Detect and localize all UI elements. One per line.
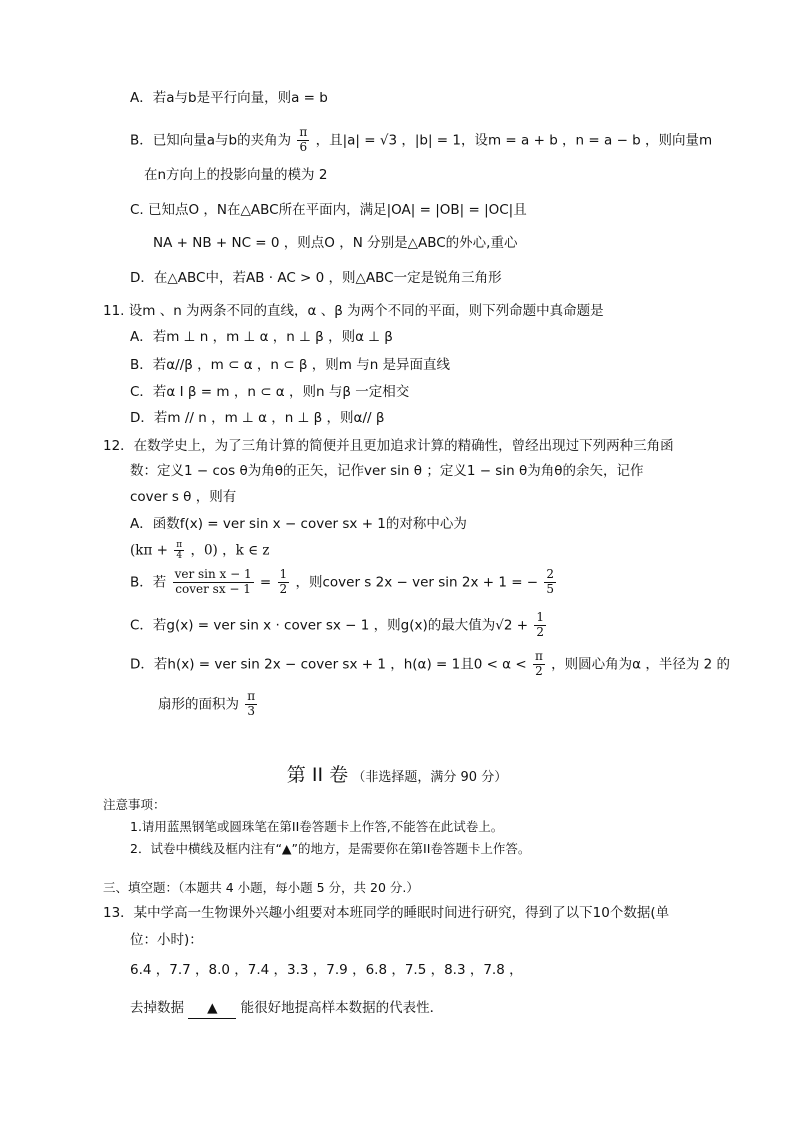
q12-stem-line-1: 12．在数学史上，为了三角计算的简便并且更加追求计算的精确性，曾经出现过下列两种三角函 <box>103 438 674 454</box>
q12-option-c-fraction <box>534 611 546 640</box>
q12-option-d <box>130 650 730 679</box>
fraction-denominator: 2 <box>535 663 543 678</box>
fraction-denominator: 4 <box>176 551 183 562</box>
q12-option-d-text-1: D．若h(x) = ver sin 2x − cover sx + 1 ，h(α) = 1且0 < α < <box>130 656 527 673</box>
q13-text-2: 能很好地提高样本数据的代表性． <box>240 1000 444 1016</box>
q11-option-b: B．若α//β ，m ⊂ α ，n ⊂ β ，则m 与n 是异面直线 <box>130 357 451 373</box>
fraction-numerator: π <box>534 649 543 663</box>
q12-option-c <box>130 611 548 640</box>
q10-option-c: C. 已知点O ，N在△ABC所在平面内，满足|OA| = |OB| = |OC|且 <box>130 202 527 218</box>
q11-option-c: C．若α I β = m ，n ⊂ α ，则n 与β 一定相交 <box>130 384 410 400</box>
q10-option-c-line-2: NA + NB + NC = 0 ，则点O ，N 分别是△ABC的外心,重心 <box>153 235 518 251</box>
q11-option-d: D．若m // n ，m ⊥ α ，n ⊥ β ，则α// β <box>130 410 385 426</box>
q12-option-d-fraction <box>533 650 545 679</box>
q12-option-a-text-2: ，0) ，k ∈ z <box>190 542 270 559</box>
q12-option-a: A．函数f(x) = ver sin x − cover sx + 1的对称中心为 <box>130 516 467 532</box>
q12-option-d-text-3: 扇形的面积为 <box>158 696 239 713</box>
q13-text-1: 去掉数据 <box>130 1000 184 1016</box>
fraction-numerator: 2 <box>546 567 555 581</box>
q12-option-b <box>130 568 558 597</box>
fraction-numerator: π <box>176 540 183 550</box>
q10-option-b <box>130 126 712 155</box>
fraction-numerator: π <box>247 689 256 703</box>
q10-option-d: D．在△ABC中，若AB · AC > 0 ，则△ABC一定是锐角三角形 <box>130 270 502 286</box>
fraction-denominator: 5 <box>546 581 555 596</box>
q13-stem-line-1: 13．某中学高一生物课外兴趣小组要对本班同学的睡眠时间进行研究，得到了以下10个数据(单 <box>103 905 670 921</box>
q12-option-c-text: C．若g(x) = ver sin x · cover sx − 1 ，则g(x)的最大值为√2 + <box>130 617 529 634</box>
q12-option-b-fraction-2 <box>278 568 290 597</box>
q10-option-b-line-2: 在n方向上的投影向量的模为 2 <box>144 167 328 183</box>
q10-option-b-fraction <box>297 126 309 155</box>
answer-blank: ▲ <box>188 1000 236 1019</box>
q13-data-values: 6.4 ，7.7 ，8.0 ，7.4 ，3.3 ，7.9 ，6.8 ，7.5 ，8.3 ，7.8 ， <box>130 962 523 978</box>
q12-stem-line-3: cover s θ ，则有 <box>130 489 237 505</box>
q13-stem-line-2: 位：小时)： <box>130 932 203 948</box>
fraction-numerator: π <box>299 125 308 139</box>
q12-option-b-text: ，则cover s 2x − ver sin 2x + 1 = − <box>295 574 539 591</box>
notice-item-2: 2．试卷中横线及框内注有“▲”的地方，是需要你在第II卷答题卡上作答。 <box>130 841 531 856</box>
q10-option-b-text-2: ，且|a| = √3 ，|b| = 1，设m = a + b ，n = a − b ，则向量m <box>315 132 713 149</box>
fraction-numerator: 1 <box>279 567 288 581</box>
notice-item-1: 1.请用蓝黑钢笔或圆珠笔在第II卷答题卡上作答,不能答在此试卷上。 <box>130 819 504 834</box>
part-two-title: 第 II 卷 <box>286 764 349 786</box>
q12-option-b-fraction-3 <box>544 568 556 597</box>
q12-stem-line-2: 数：定义1 − cos θ为角θ的正矢，记作ver sin θ ；定义1 − sin θ为角θ的余矢，记作 <box>130 463 644 479</box>
q12-option-a-text-1: (kπ + <box>130 542 168 559</box>
part-two-subtitle: （非选择题，满分 90 分） <box>352 770 508 785</box>
fraction-denominator: 2 <box>279 581 288 596</box>
section-three-heading: 三、填空题：（本题共 4 小题，每小题 5 分，共 20 分.） <box>103 880 419 895</box>
q12-option-b-equals: = <box>259 574 272 591</box>
notice-title: 注意事项： <box>103 797 166 812</box>
q12-option-a-fraction <box>174 540 184 562</box>
fraction-denominator: 3 <box>247 703 256 718</box>
q12-option-d-text-2: ，则圆心角为α ，半径为 2 的 <box>551 656 731 673</box>
q13-answer-line <box>130 1000 443 1019</box>
q12-option-a-line-2 <box>130 540 269 562</box>
q12-option-d-fraction-2 <box>245 690 257 719</box>
fraction-numerator: 1 <box>536 610 544 624</box>
q10-option-a: A．若a与b是平行向量，则a = b <box>130 90 328 106</box>
q12-option-b-prefix: B．若 <box>130 574 167 591</box>
q11-stem: 11. 设m 、n 为两条不同的直线，α 、β 为两个不同的平面，则下列命题中真命题是 <box>103 303 604 319</box>
q11-option-a: A．若m ⊥ n ，m ⊥ α ，n ⊥ β ，则α ⊥ β <box>130 329 393 345</box>
q10-option-b-text-1: B．已知向量a与b的夹角为 <box>130 132 292 149</box>
fraction-denominator: 6 <box>299 139 308 154</box>
q12-option-b-fraction-1 <box>173 568 254 597</box>
fraction-numerator: ver sin x − 1 <box>174 567 252 581</box>
q12-option-d-line-2 <box>158 690 259 719</box>
fraction-denominator: 2 <box>536 624 544 639</box>
fraction-denominator: cover sx − 1 <box>175 581 251 596</box>
part-two-heading <box>0 760 794 787</box>
